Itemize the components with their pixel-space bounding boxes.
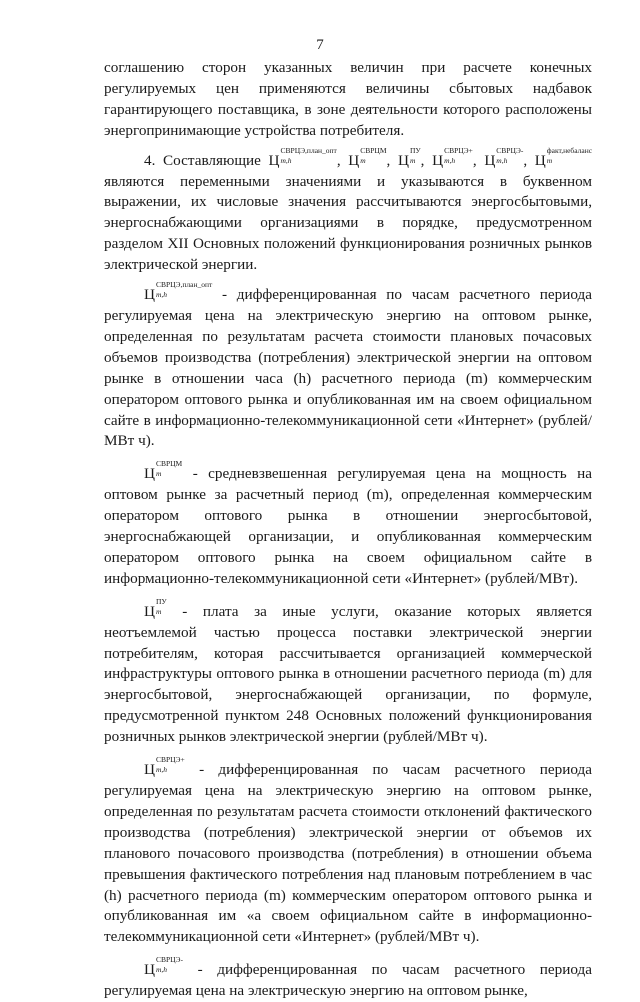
document-body xyxy=(104,58,592,1002)
definition-text: - плата за иные услуги, оказание которых является неотъемлемой частью процесса поставки электрической энергии потребителям, которая рассчитывается организацией коммерческой инфраструктуры оптового рынка в отношении расчетного периода (m) для энергосбытовой, энергоснабжающей организации, по формуле, предусмотренной пунктом 248 Основных положений функционирования розничных рынков электрической энергии (рублей/МВт ч). xyxy=(104,602,593,746)
definition-text: - дифференцированная по часам расчетного периода регулируемая цена на электрическую энергию на оптовом рынке, xyxy=(104,961,592,1000)
definition-pu xyxy=(104,597,592,748)
definition-text: - дифференцированная по часам расчетного периода регулируемая цена на электрическую энергию на оптовом рынке, определенная по результатам расчета стоимости плановых почасовых объемов производства (потребления) электрической энергии на оптовом рынке в отношении часа (h) расчетного периода (m) коммерческим оператором оптового рынка и опубликованная им на своем официальном сайте в информационно-телекоммуникационной сети «Интернет» (рублей/МВт ч). xyxy=(104,286,592,450)
paragraph-4-lead: 4. Составляющие xyxy=(144,151,261,169)
intro-paragraph: соглашению сторон указанных величин при расчете конечных регулируемых цен применяются величины сбытовых надбавок гарантирующего поставщика, в зоне деятельности которого расположены энергопринимающие устройства потребителя. xyxy=(104,59,592,139)
symbol-plan-opt: Ц СВРЦЭ,план_опт m,h xyxy=(268,145,337,169)
symbol-fakt: Ц факт,небаланс m xyxy=(534,145,593,169)
symbol-pu: Ц ПУ m xyxy=(397,145,421,169)
symbol-svrce-plus: Ц СВРЦЭ+ m,h xyxy=(432,145,473,169)
symbol-plan-opt: Ц СВРЦЭ,план_опт m,h xyxy=(144,280,213,304)
definition-plan-opt xyxy=(104,280,592,452)
symbol-svrcm: Ц СВРЦМ m xyxy=(144,459,183,483)
definition-svrcm xyxy=(104,459,592,589)
symbol-pu: Ц ПУ m xyxy=(144,596,167,620)
definition-text: - средневзвешенная регулируемая цена на мощность на оптовом рынке за расчетный период (m), определенная коммерческим оператором оптового рынка в отношении энергосбытовой, энергоснабжающей организации, и опубликованная коммерческим оператором оптового рынка на своем официальном сайте в информационно-телекоммуникационной сети «Интернет» (рублей/МВт). xyxy=(104,465,593,587)
paragraph-4: 4. Составляющие Ц СВРЦЭ,план_опт m,h , Ц СВРЦМ m , Ц ПУ m , Ц СВРЦЭ+ m,h , Ц СВРЦЭ- m,h , Ц факт,небаланс m являются переменными значениями и указываются в буквенном выражении, их числовые значения рассчитываются энергосбытовыми, энергоснабжающими организациями в порядке, предусмотренном разделом XII Основных положений функционирования розничных рынков электрической энергии. xyxy=(104,145,593,274)
symbol-svrce-plus: Ц СВРЦЭ+ m,h xyxy=(144,755,185,779)
symbol-svrce-minus: Ц СВРЦЭ- m,h xyxy=(144,955,184,979)
page-number: 7 xyxy=(316,37,324,53)
symbol-svrce-minus: Ц СВРЦЭ- m,h xyxy=(484,145,524,169)
definition-svrce-plus xyxy=(104,755,592,948)
paragraph-4-tail: являются переменными значениями и указываются в буквенном выражении, их числовые значения рассчитываются энергосбытовыми, энергоснабжающими организациями в порядке, предусмотренном разделом XII Основных положений функционирования розничных рынков электрической энергии. xyxy=(104,172,592,274)
symbol-svrcm: Ц СВРЦМ m xyxy=(348,145,387,169)
definition-svrce-minus xyxy=(104,955,592,1002)
definition-text: - дифференцированная по часам расчетного периода регулируемая цена на электрическую энергию на оптовом рынке, определенная по результатам расчета стоимости отклонений фактического производства (потребления) электрической энергии от объемов их планового почасового производства (потребления) в отношении объема превышения фактического потребления над плановым потреблением в час (h) расчетного периода (m) коммерческим оператором оптового рынка и опубликованная им «а своем официальном сайте в информационно-телекоммуникационной сети «Интернет» (рублей/МВт ч). xyxy=(104,761,592,946)
